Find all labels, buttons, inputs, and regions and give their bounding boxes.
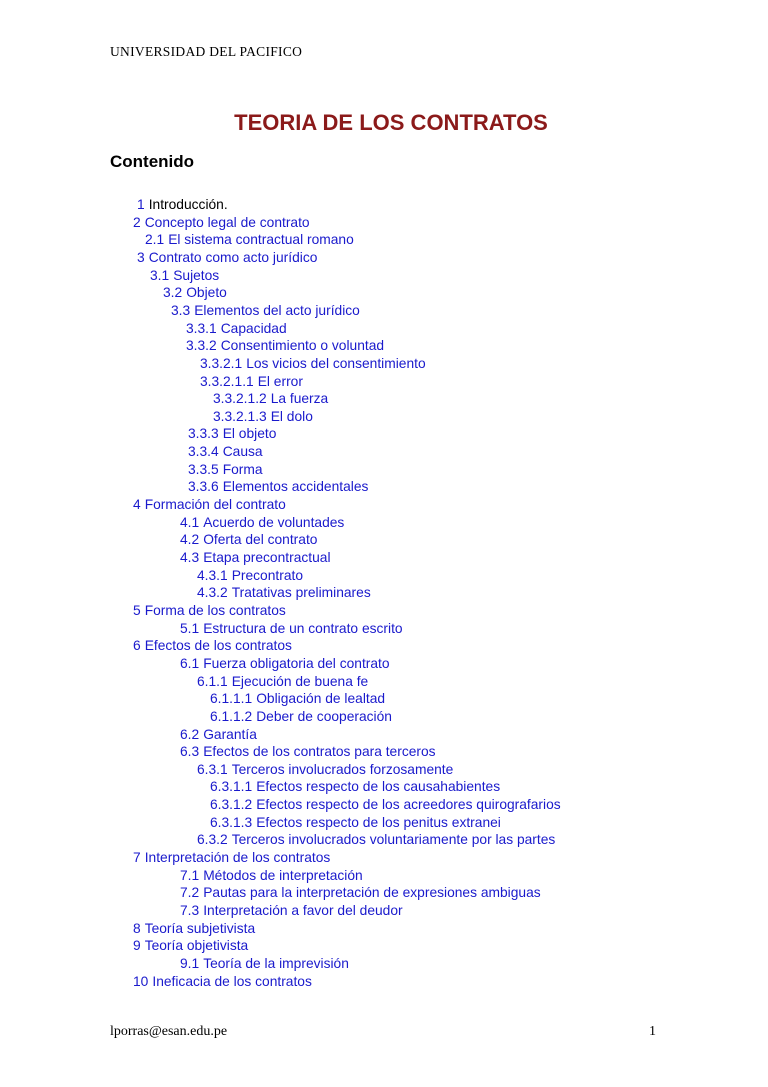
toc-number: 6.1.1.2 <box>210 709 253 724</box>
toc-label: Garantía <box>203 727 257 742</box>
toc-label: Forma de los contratos <box>144 603 286 618</box>
toc-link[interactable] <box>186 337 384 354</box>
toc-label: Tratativas preliminares <box>231 585 371 600</box>
toc-link[interactable] <box>197 673 368 690</box>
toc-number: 1 <box>137 197 145 212</box>
toc-link[interactable] <box>133 602 286 619</box>
toc-link[interactable] <box>210 814 501 831</box>
toc-number: 6.2 <box>180 727 200 742</box>
toc-number: 6.1.1 <box>197 674 228 689</box>
toc-link[interactable] <box>133 637 292 654</box>
toc-link[interactable] <box>188 478 368 495</box>
toc-link[interactable] <box>180 867 363 884</box>
toc-link[interactable] <box>180 514 344 531</box>
toc-link[interactable] <box>133 214 310 231</box>
toc-number: 3.3.3 <box>188 426 219 441</box>
toc-label: Pautas para la interpretación de expresiones ambiguas <box>203 885 541 900</box>
toc-link[interactable] <box>180 549 331 566</box>
toc-number: 6.3.1.3 <box>210 815 253 830</box>
toc-link[interactable] <box>133 920 255 937</box>
toc-link[interactable] <box>210 690 385 707</box>
toc-label: Interpretación a favor del deudor <box>203 903 403 918</box>
toc-label: Formación del contrato <box>144 497 286 512</box>
toc-number: 2.1 <box>145 232 165 247</box>
toc-link[interactable] <box>188 461 263 478</box>
toc-link[interactable] <box>180 726 257 743</box>
toc-link[interactable] <box>200 373 303 390</box>
toc-label: Ineficacia de los contratos <box>152 974 312 989</box>
institution-header: UNIVERSIDAD DEL PACIFICO <box>110 44 303 59</box>
toc-number: 3.3.6 <box>188 479 219 494</box>
toc-label: Forma <box>222 462 263 477</box>
toc-label: Los vicios del consentimiento <box>246 356 426 371</box>
toc-link[interactable] <box>150 267 219 284</box>
toc-number: 7.1 <box>180 868 200 883</box>
toc-label: La fuerza <box>270 391 329 406</box>
toc-number: 4.3 <box>180 550 200 565</box>
toc-number: 3.3.2.1.2 <box>213 391 267 406</box>
toc-label: Métodos de interpretación <box>203 868 363 883</box>
toc-number: 3.3.2.1.3 <box>213 409 267 424</box>
toc-number: 3.3.4 <box>188 444 219 459</box>
toc-number: 5.1 <box>180 621 200 636</box>
toc-number: 4.2 <box>180 532 200 547</box>
toc-link[interactable] <box>197 761 453 778</box>
toc-number: 3.3.1 <box>186 321 217 336</box>
toc-link[interactable] <box>180 655 390 672</box>
toc-link[interactable] <box>133 849 330 866</box>
toc-number: 4.3.2 <box>197 585 228 600</box>
toc-number: 4.1 <box>180 515 200 530</box>
toc-link[interactable] <box>197 831 555 848</box>
toc-label: Acuerdo de voluntades <box>203 515 345 530</box>
toc-link[interactable] <box>137 249 317 266</box>
toc-link[interactable] <box>133 496 286 513</box>
toc-label: Estructura de un contrato escrito <box>203 621 403 636</box>
toc-number: 10 <box>133 974 149 989</box>
toc-label: Fuerza obligatoria del contrato <box>203 656 390 671</box>
toc-link[interactable] <box>180 884 541 901</box>
toc-label: Terceros involucrados voluntariamente por las partes <box>231 832 556 847</box>
toc-number: 6.3.1 <box>197 762 228 777</box>
toc-link[interactable] <box>180 531 317 548</box>
toc-number: 6.1 <box>180 656 200 671</box>
toc-number: 3.3.2.1 <box>200 356 243 371</box>
toc-number: 6.3 <box>180 744 200 759</box>
toc-link[interactable] <box>180 902 403 919</box>
document-title: TEORIA DE LOS CONTRATOS <box>234 110 548 135</box>
toc-number: 4 <box>133 497 141 512</box>
toc-link[interactable] <box>137 196 228 213</box>
toc-link[interactable] <box>213 390 328 407</box>
toc-number: 6.3.1.2 <box>210 797 253 812</box>
toc-number: 3.3.2 <box>186 338 217 353</box>
toc-label: Teoría objetivista <box>144 938 249 953</box>
toc-number: 6.3.1.1 <box>210 779 253 794</box>
toc-label: Efectos de los contratos <box>144 638 292 653</box>
toc-label: Capacidad <box>220 321 287 336</box>
toc-label: Concepto legal de contrato <box>144 215 310 230</box>
toc-link[interactable] <box>210 778 500 795</box>
toc-label: Contrato como acto jurídico <box>148 250 318 265</box>
toc-label: Interpretación de los contratos <box>144 850 331 865</box>
toc-link[interactable] <box>133 973 312 990</box>
toc-number: 6.1.1.1 <box>210 691 253 706</box>
toc-label: Causa <box>222 444 263 459</box>
toc-label: Teoría subjetivista <box>144 921 256 936</box>
toc-label: Teoría de la imprevisión <box>203 956 349 971</box>
toc-label: Efectos respecto de los penitus extranei <box>256 815 501 830</box>
toc-number: 6 <box>133 638 141 653</box>
toc-label: Elementos del acto jurídico <box>194 303 360 318</box>
toc-link[interactable] <box>188 425 276 442</box>
toc-number: 8 <box>133 921 141 936</box>
toc-number: 3.3 <box>171 303 191 318</box>
contents-heading: Contenido <box>110 152 195 171</box>
toc-link[interactable] <box>213 408 313 425</box>
toc-number: 6.3.2 <box>197 832 228 847</box>
toc-link[interactable] <box>210 796 561 813</box>
toc-link[interactable] <box>180 620 403 637</box>
toc-number: 7.2 <box>180 885 200 900</box>
toc-label: Oferta del contrato <box>203 532 318 547</box>
toc-label: Deber de cooperación <box>256 709 392 724</box>
toc-label: Ejecución de buena fe <box>231 674 369 689</box>
toc-label: Etapa precontractual <box>203 550 331 565</box>
toc-link[interactable] <box>171 302 360 319</box>
toc-number: 9.1 <box>180 956 200 971</box>
toc-label: Objeto <box>186 285 227 300</box>
toc-number: 9 <box>133 938 141 953</box>
toc-label: Consentimiento o voluntad <box>220 338 385 353</box>
toc-link[interactable] <box>197 584 371 601</box>
toc-label: Obligación de lealtad <box>256 691 386 706</box>
toc-label: Efectos de los contratos para terceros <box>203 744 436 759</box>
toc-link[interactable] <box>188 443 263 460</box>
toc-label: Efectos respecto de los causahabientes <box>256 779 501 794</box>
toc-number: 7.3 <box>180 903 200 918</box>
toc-link[interactable] <box>197 567 303 584</box>
toc-link[interactable] <box>186 320 287 337</box>
toc-number: 4.3.1 <box>197 568 228 583</box>
toc-label: Precontrato <box>231 568 304 583</box>
toc-link[interactable] <box>210 708 392 725</box>
toc-link[interactable] <box>163 284 227 301</box>
toc-number: 3.3.2.1.1 <box>200 374 254 389</box>
toc-label: Efectos respecto de los acreedores quirografarios <box>256 797 561 812</box>
toc-number: 3.3.5 <box>188 462 219 477</box>
toc-link[interactable] <box>133 937 248 954</box>
toc-label: El objeto <box>222 426 277 441</box>
toc-label: Sujetos <box>173 268 220 283</box>
toc-label: Terceros involucrados forzosamente <box>231 762 454 777</box>
toc-link[interactable] <box>180 743 436 760</box>
toc-number: 3 <box>137 250 145 265</box>
toc-link[interactable] <box>145 231 354 248</box>
toc-link[interactable] <box>180 955 349 972</box>
toc-number: 5 <box>133 603 141 618</box>
toc-link[interactable] <box>200 355 426 372</box>
toc-number: 2 <box>133 215 141 230</box>
toc-number: 3.2 <box>163 285 183 300</box>
toc-number: 7 <box>133 850 141 865</box>
toc-number: 3.1 <box>150 268 170 283</box>
toc-label: El sistema contractual romano <box>168 232 354 247</box>
toc-label: Elementos accidentales <box>222 479 369 494</box>
footer-email: lporras@esan.edu.pe <box>110 1024 228 1039</box>
toc-label: El dolo <box>270 409 313 424</box>
toc-label: El error <box>257 374 303 389</box>
toc-label: Introducción. <box>148 197 228 212</box>
page-number: 1 <box>649 1024 656 1039</box>
